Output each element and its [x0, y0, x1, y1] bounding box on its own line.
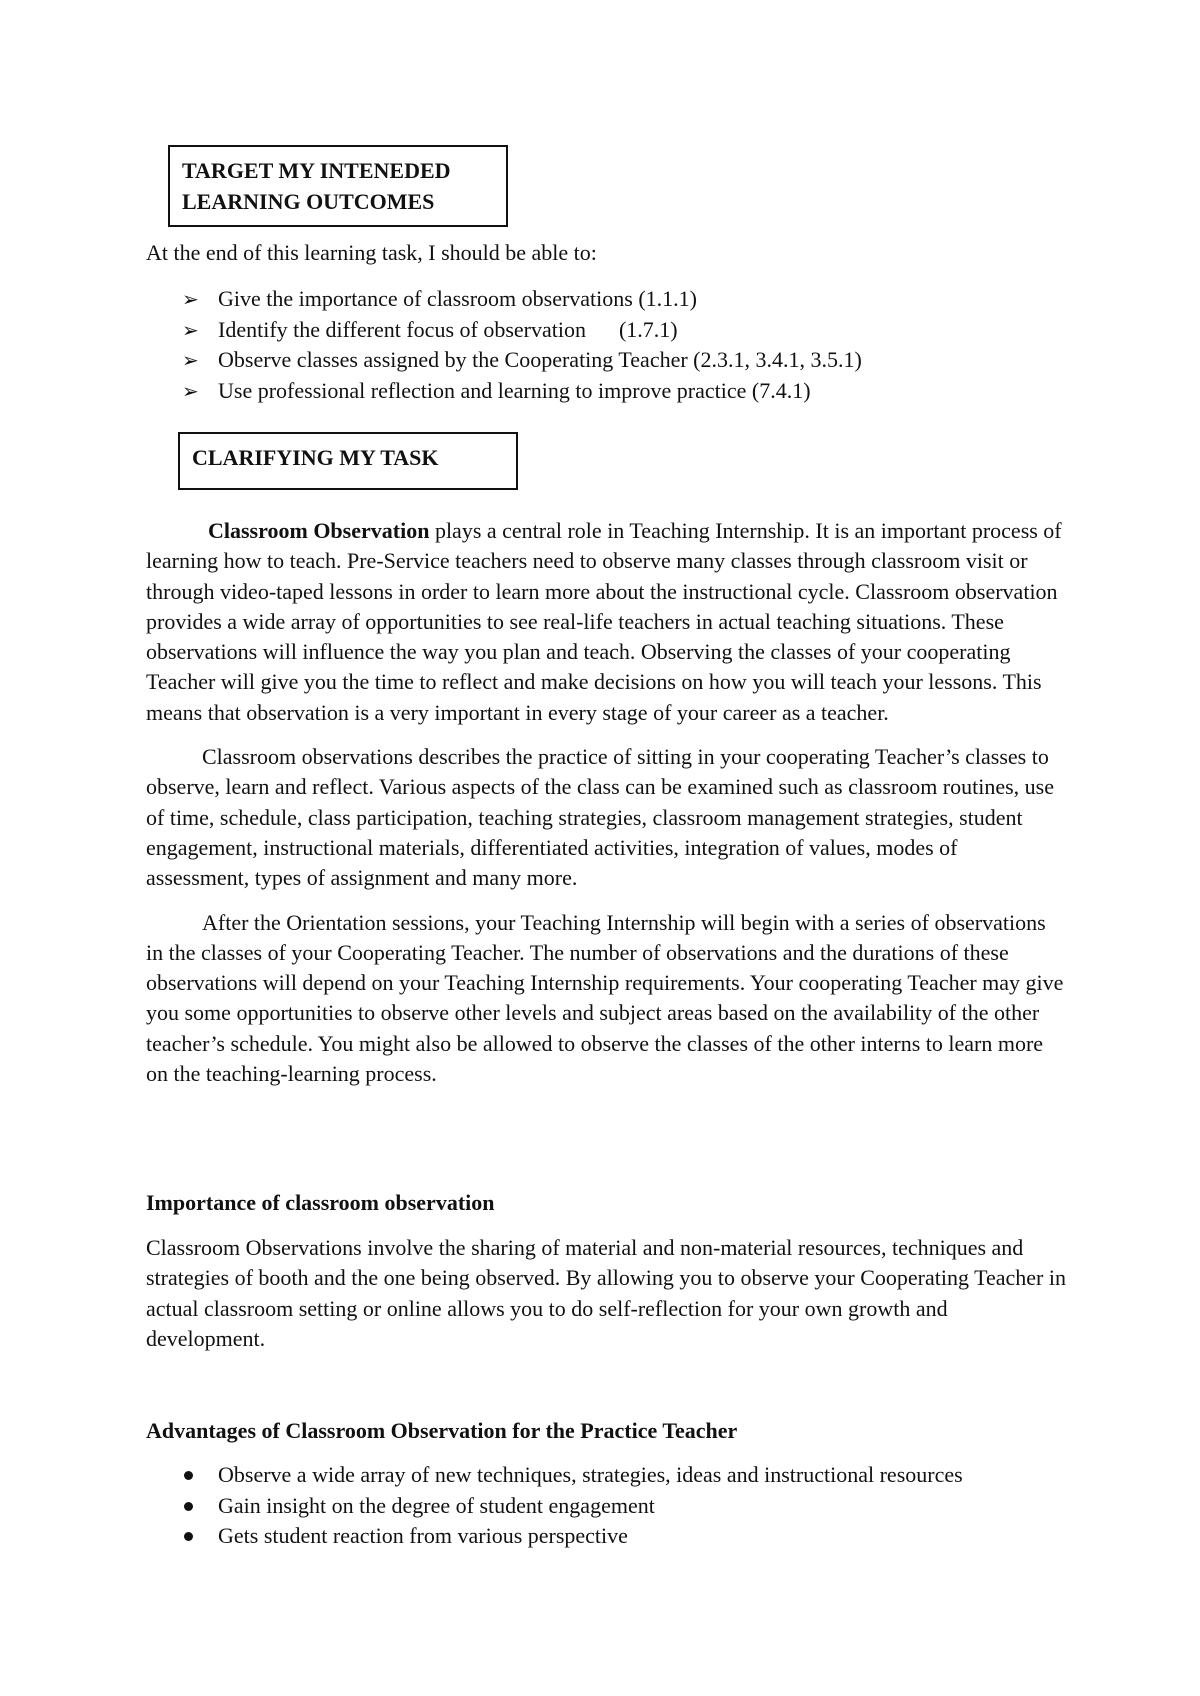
list-item — [182, 345, 862, 376]
list-item — [182, 1521, 963, 1552]
paragraph-classroom-observation — [146, 516, 1066, 728]
target-outcomes-box — [168, 145, 508, 227]
arrow-bullet-icon: ➢ — [182, 287, 199, 311]
arrow-bullet-icon: ➢ — [182, 317, 199, 342]
bullet-icon — [184, 1532, 193, 1541]
clarifying-task-title: CLARIFYING MY TASK — [192, 445, 439, 470]
target-outcomes-title-line1: TARGET MY INTENEDED — [182, 158, 451, 183]
target-outcomes-title-line2: LEARNING OUTCOMES — [182, 189, 435, 214]
advantages-heading: Advantages of Classroom Observation for the Practice Teacher — [146, 1418, 738, 1443]
paragraph-text: plays a central role in Teaching Internship. It is an important process of learning how to teach. Pre-Service teachers need to observe many classes through classroom visit or through video-taped lessons in order to learn more about the instructional cycle. Classroom observation provides a wide array of opportunities to see real-life teachers in actual teaching situations. These observations will influence the way you plan and teach. Observing the classes of your cooperating Teacher will give you the time to reflect and make decisions on how you will teach your lessons. This means that observation is a very important in every stage of your career as a teacher. — [146, 518, 1062, 725]
bullet-icon — [184, 1502, 193, 1511]
outcome-text: Give the importance of classroom observations (1.1.1) — [218, 286, 697, 311]
paragraph-after-orientation: After the Orientation sessions, your Teaching Internship will begin with a series of observations in the classes of your Cooperating Teacher. The number of observations and the durations of these observations will depend on your Teaching Internship requirements. Your cooperating Teacher may give you some opportunities to observe other levels and subject areas based on the availability of the other teacher’s schedule. You might also be allowed to observe the classes of the other interns to learn more on the teaching-learning process. — [146, 909, 1064, 1087]
list-item — [182, 1491, 963, 1522]
outcome-text: Use professional reflection and learning to improve practice (7.4.1) — [218, 377, 811, 403]
intro-text: At the end of this learning task, I should be able to: — [146, 240, 597, 265]
importance-body — [146, 1233, 1066, 1354]
advantages-list — [182, 1460, 963, 1552]
arrow-bullet-icon: ➢ — [182, 348, 199, 372]
outcomes-list — [182, 284, 862, 406]
list-item — [182, 376, 862, 407]
importance-heading: Importance of classroom observation — [146, 1190, 495, 1215]
advantage-text: Observe a wide array of new techniques, strategies, ideas and instructional resources — [218, 1462, 963, 1487]
outcome-text: Observe classes assigned by the Cooperating Teacher (2.3.1, 3.4.1, 3.5.1) — [218, 347, 862, 372]
advantage-text: Gain insight on the degree of student engagement — [218, 1492, 655, 1518]
advantage-text: Gets student reaction from various perspective — [218, 1523, 628, 1548]
bullet-icon — [184, 1471, 193, 1480]
clarifying-task-box — [178, 432, 518, 490]
list-item — [182, 1460, 963, 1491]
list-item — [182, 315, 862, 346]
paragraph-observations-describe: Classroom observations describes the practice of sitting in your cooperating Teacher’s classes to observe, learn and reflect. Various aspects of the class can be examined such as classroom routines, use of time, schedule, class participation, teaching strategies, classroom management strategies, student engagement, instructional materials, differentiated activities, integration of values, modes of assessment, types of assignment and many more. — [146, 744, 1055, 891]
arrow-bullet-icon: ➢ — [182, 378, 199, 403]
outcome-text: Identify the different focus of observation (1.7.1) — [218, 316, 678, 342]
list-item — [182, 284, 862, 315]
main-body — [146, 516, 1066, 1089]
bold-term: Classroom Observation — [208, 518, 430, 543]
paragraph-importance: Classroom Observations involve the sharing of material and non-material resources, techniques and strategies of booth and the one being observed. By allowing you to observe your Cooperating Teacher in actual classroom setting or online allows you to do self-reflection for your own growth and development. — [146, 1235, 1066, 1351]
